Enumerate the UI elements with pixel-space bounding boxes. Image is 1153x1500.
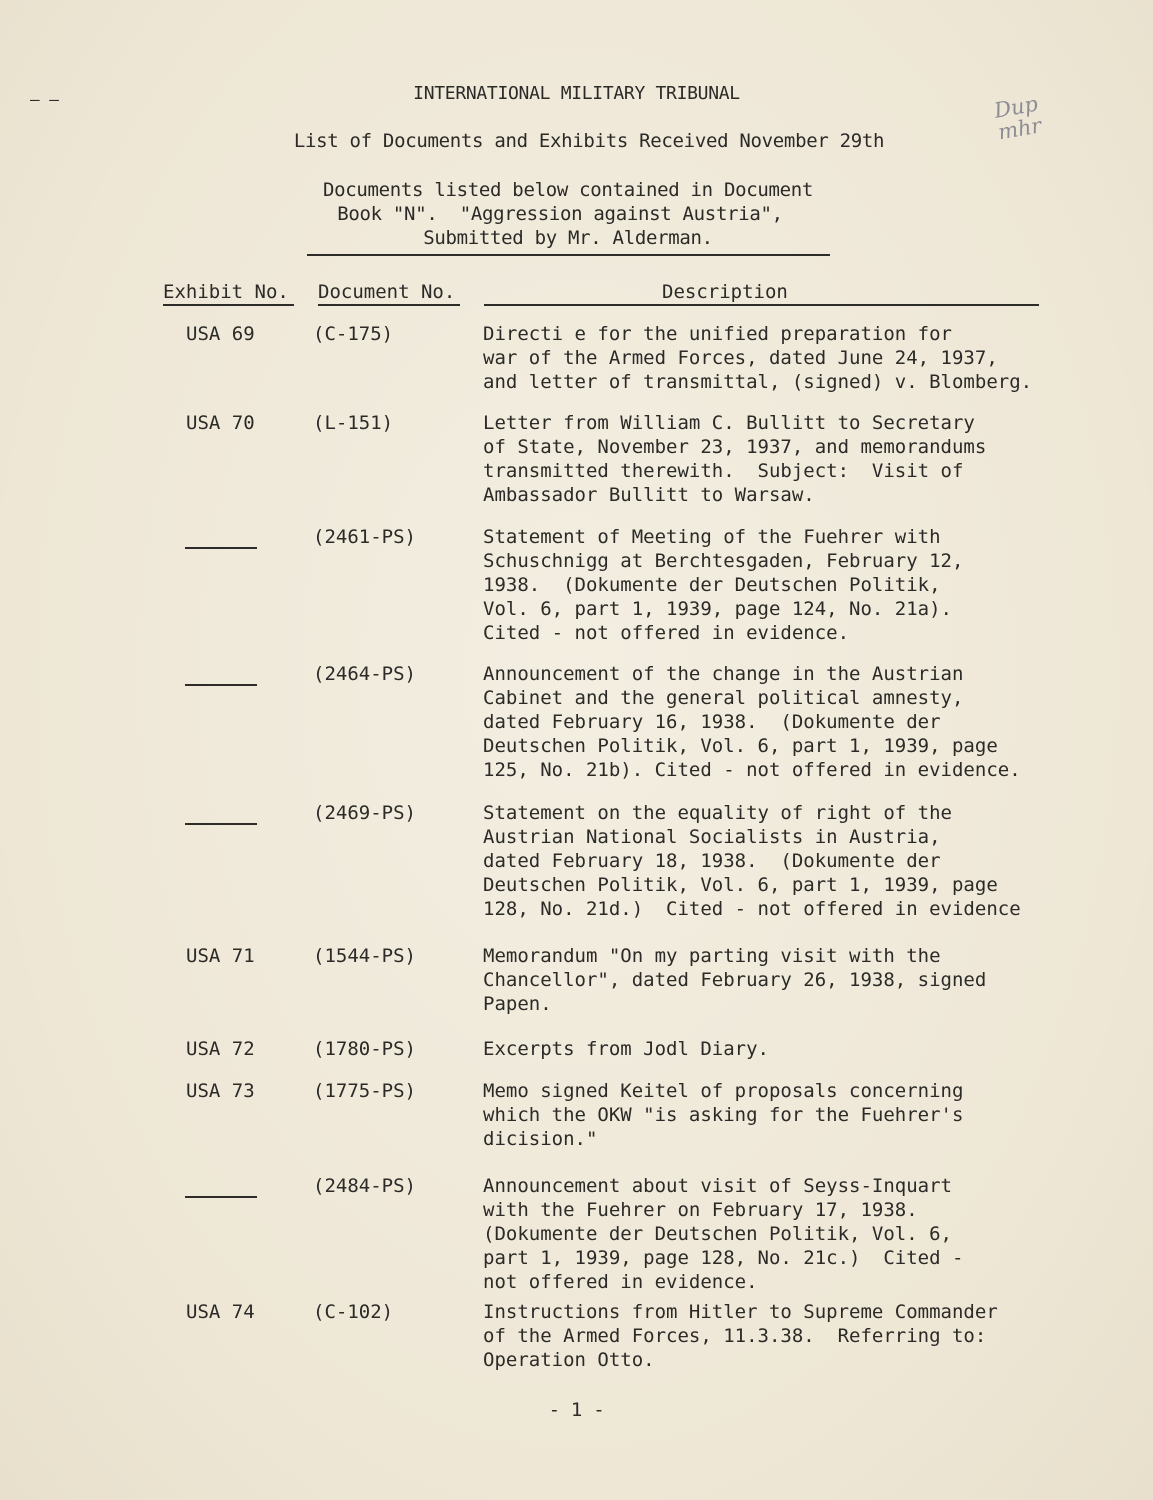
exhibit-number: USA 69 (186, 323, 255, 345)
document-number: (2461-PS) (313, 526, 416, 548)
document-number: (2464-PS) (313, 663, 416, 685)
column-header-document: Document No. (318, 281, 456, 303)
column-header-description: Description (662, 281, 788, 303)
exhibit-number: USA 71 (186, 945, 255, 967)
page-number: - 1 - (548, 1399, 605, 1421)
document-subtitle: List of Documents and Exhibits Received November 29th (293, 130, 885, 152)
exhibit-number: USA 72 (186, 1038, 255, 1060)
blank-exhibit-line (185, 823, 257, 825)
description: Instructions from Hitler to Supreme Commander of the Armed Forces, 11.3.38. Referring to: Operation Otto. (483, 1301, 998, 1371)
document-number: (L-151) (313, 412, 394, 434)
exhibit-number: USA 70 (186, 412, 255, 434)
description: Memorandum "On my parting visit with the Chancellor", dated February 26, 1938, signed Papen. (483, 945, 987, 1015)
intro-line-3: Submitted by Mr. Alderman. (423, 227, 713, 249)
description: Statement on the equality of right of the Austrian National Socialists in Austria, dated February 18, 1938. (Dokumente der Deutschen Politik, Vol. 6, part 1, 1939, page 128, No. 21d.) Cited - not offered in evidence (483, 802, 1021, 920)
margin-dash-mark: — — (30, 90, 59, 109)
document-number: (1544-PS) (313, 945, 416, 967)
document-number: (1775-PS) (313, 1080, 416, 1102)
blank-exhibit-line (185, 1196, 257, 1198)
exhibit-number: USA 73 (186, 1080, 255, 1102)
description: Excerpts from Jodl Diary. (483, 1038, 769, 1060)
description: Directi e for the unified preparation for war of the Armed Forces, dated June 24, 1937, and letter of transmittal, (signed) v. Blomberg. (483, 323, 1033, 393)
document-number: (C-175) (313, 323, 394, 345)
intro-underline (307, 254, 830, 256)
document-number: (1780-PS) (313, 1038, 416, 1060)
document-number: (2484-PS) (313, 1175, 416, 1197)
exhibit-number: USA 74 (186, 1301, 255, 1323)
description: Memo signed Keitel of proposals concerning which the OKW "is asking for the Fuehrer's dicision." (483, 1080, 964, 1150)
description: Announcement about visit of Seyss-Inquart with the Fuehrer on February 17, 1938. (Dokumente der Deutschen Politik, Vol. 6, part 1, 1939, page 128, No. 21c.) Cited - not offered in evidence. (483, 1175, 964, 1293)
document-number: (C-102) (313, 1301, 394, 1323)
description: Letter from William C. Bullitt to Secretary of State, November 23, 1937, and memorandums transmitted therewith. Subject: Visit of Ambassador Bullitt to Warsaw. (483, 412, 987, 506)
document-number: (2469-PS) (313, 802, 416, 824)
column-header-document-underline (318, 304, 460, 306)
intro-line-1: Documents listed below contained in Document (322, 179, 814, 201)
column-header-exhibit-underline (163, 304, 294, 306)
handwritten-annotation: Dup mhr (992, 91, 1044, 145)
column-header-exhibit: Exhibit No. (163, 281, 289, 303)
description: Statement of Meeting of the Fuehrer with Schuschnigg at Berchtesgaden, February 12, 1938. (Dokumente der Deutschen Politik, Vol. 6, part 1, 1939, page 124, No. 21a). Cited - not offered in evidence. (483, 526, 964, 644)
blank-exhibit-line (185, 547, 257, 549)
blank-exhibit-line (185, 684, 257, 686)
column-header-description-underline (484, 304, 1039, 306)
intro-line-2: Book "N". "Aggression against Austria", (337, 203, 783, 225)
document-title: INTERNATIONAL MILITARY TRIBUNAL (413, 83, 740, 104)
description: Announcement of the change in the Austrian Cabinet and the general political amnesty, dated February 16, 1938. (Dokumente der Deutschen Politik, Vol. 6, part 1, 1939, page 125, No. 21b). Cited - not offered in evidence. (483, 663, 1021, 781)
